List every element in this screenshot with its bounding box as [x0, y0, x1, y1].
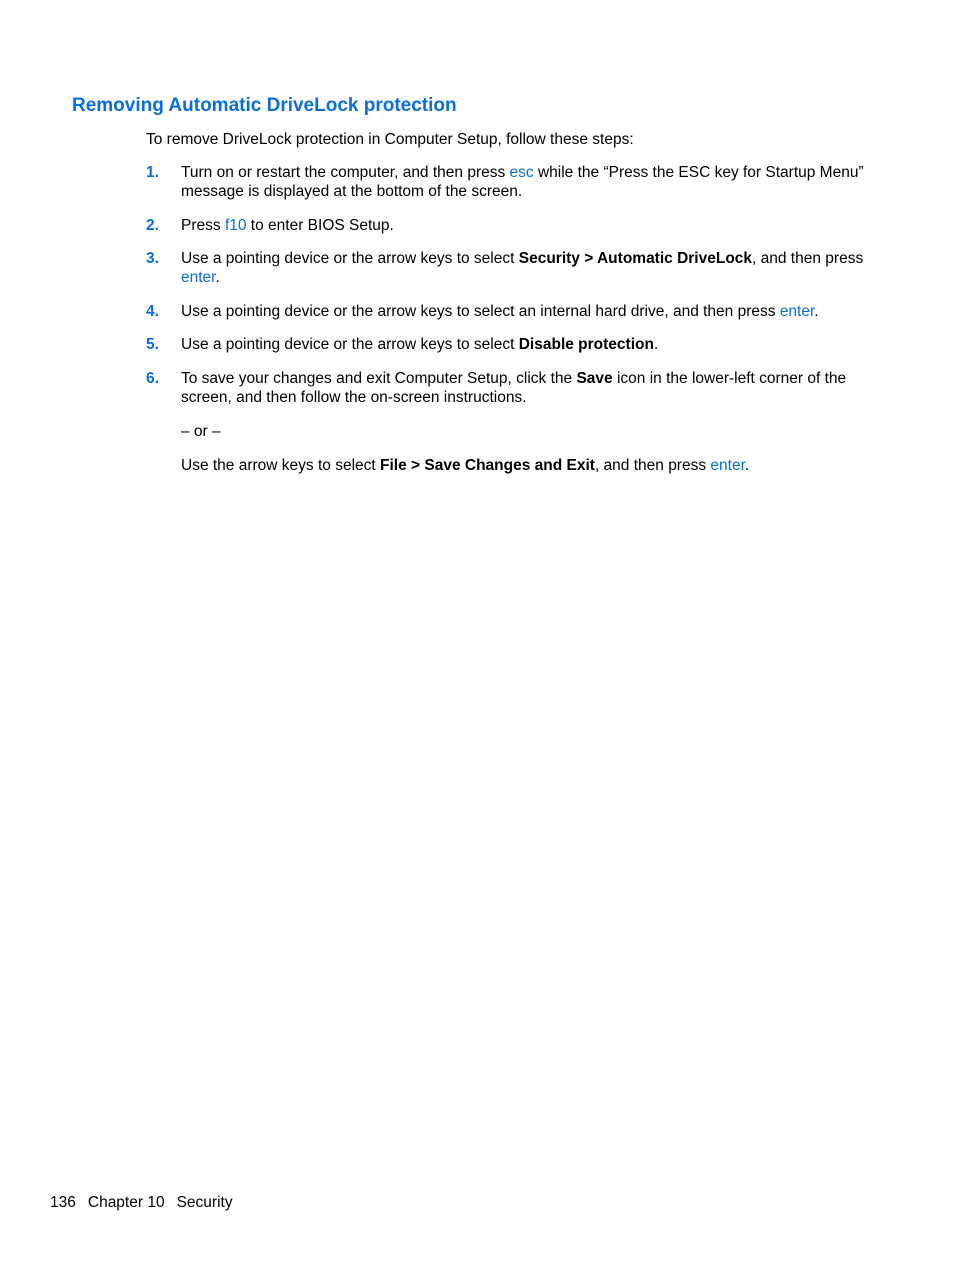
step-number: 1.: [146, 164, 159, 181]
step-text: Use a pointing device or the arrow keys to select: [181, 336, 519, 353]
key-f10: f10: [224, 216, 247, 234]
step-number: 6.: [146, 369, 159, 387]
step-2: [146, 216, 876, 235]
step-text: .: [215, 269, 220, 286]
step-5: [146, 335, 876, 354]
step-text: .: [653, 336, 659, 353]
page-footer: [50, 1193, 245, 1212]
step-text: , and then press: [594, 456, 711, 474]
step-text: , and then press: [752, 250, 864, 267]
step-text: .: [814, 302, 819, 320]
alternative-instruction: [181, 456, 876, 475]
step-text: .: [744, 456, 750, 474]
step-3: [146, 249, 876, 287]
step-4: [146, 302, 876, 321]
step-number: 5.: [146, 336, 159, 353]
step-6: [146, 369, 876, 475]
chapter-label: Chapter 10: [87, 1194, 165, 1211]
step-1: [146, 163, 876, 201]
key-enter: enter: [710, 456, 745, 474]
section-label: Security: [176, 1194, 233, 1211]
step-text: while the “Press the ESC key for Startup Menu” message is displayed at the bottom of the screen.: [181, 164, 864, 200]
menu-option: Disable protection: [518, 336, 654, 353]
intro-paragraph: To remove DriveLock protection in Computer Setup, follow these steps:: [146, 131, 634, 148]
step-text: Press: [181, 216, 225, 234]
step-text: to enter BIOS Setup.: [246, 216, 394, 234]
menu-path: File > Save Changes and Exit: [380, 456, 595, 474]
key-enter: enter: [779, 302, 815, 320]
step-text: Use a pointing device or the arrow keys to select an internal hard drive, and then press: [181, 302, 780, 320]
step-number: 2.: [146, 216, 159, 234]
key-enter: enter: [181, 269, 216, 286]
step-text: icon in the lower-left corner of the screen, and then follow the on-screen instructions.: [181, 369, 847, 406]
or-separator: – or –: [181, 422, 221, 440]
section-title: Removing Automatic DriveLock protection: [72, 95, 457, 116]
step-text: To save your changes and exit Computer Setup, click the: [181, 369, 577, 387]
save-label: Save: [576, 369, 613, 387]
step-text: Turn on or restart the computer, and then press: [181, 164, 510, 181]
page-number: 136: [50, 1194, 76, 1211]
step-number: 4.: [146, 302, 159, 320]
step-text: Use the arrow keys to select: [181, 456, 380, 474]
step-text: Use a pointing device or the arrow keys to select: [181, 250, 519, 267]
step-number: 3.: [146, 250, 159, 267]
menu-path: Security > Automatic DriveLock: [518, 250, 753, 267]
key-esc: esc: [509, 164, 534, 181]
steps-list: [146, 163, 876, 489]
